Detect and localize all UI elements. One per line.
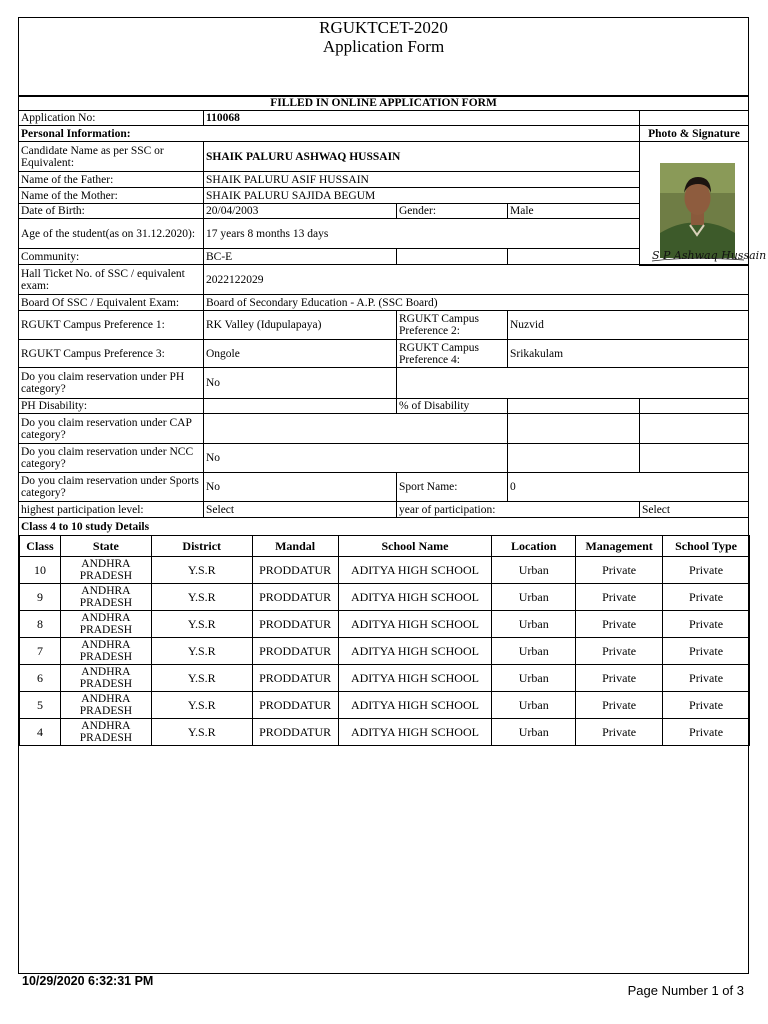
study-cell: Private bbox=[663, 557, 750, 584]
form-subtitle: Application Form bbox=[322, 37, 445, 56]
study-cell: Private bbox=[576, 611, 663, 638]
study-cell: ANDHRA PRADESH bbox=[60, 692, 151, 719]
study-row bbox=[20, 584, 750, 611]
dob-label: Date of Birth: bbox=[18, 203, 204, 219]
empty-cell bbox=[507, 248, 640, 265]
study-cell: PRODDATUR bbox=[252, 557, 338, 584]
study-cell: ADITYA HIGH SCHOOL bbox=[338, 638, 492, 665]
father-value: SHAIK PALURU ASIF HUSSAIN bbox=[203, 171, 640, 188]
study-cell: ADITYA HIGH SCHOOL bbox=[338, 665, 492, 692]
cap-claim-label: Do you claim reservation under CAP category? bbox=[18, 413, 204, 444]
col-header: State bbox=[60, 536, 151, 557]
col-header: School Type bbox=[663, 536, 750, 557]
study-row bbox=[20, 638, 750, 665]
study-cell: Private bbox=[663, 584, 750, 611]
pct-disability-value bbox=[507, 398, 640, 414]
study-cell: PRODDATUR bbox=[252, 638, 338, 665]
sports-claim-value: No bbox=[203, 472, 397, 502]
empty-cell bbox=[639, 398, 749, 414]
col-header: Management bbox=[576, 536, 663, 557]
sports-claim-label: Do you claim reservation under Sports category? bbox=[18, 472, 204, 502]
application-no-value: 110068 bbox=[203, 110, 640, 126]
application-no-label: Application No: bbox=[18, 110, 204, 126]
study-cell: Urban bbox=[492, 584, 576, 611]
ph-claim-value: No bbox=[203, 367, 397, 399]
study-row bbox=[20, 557, 750, 584]
study-cell: Y.S.R bbox=[151, 638, 252, 665]
study-cell: Y.S.R bbox=[151, 557, 252, 584]
study-cell: Y.S.R bbox=[151, 584, 252, 611]
study-cell: Private bbox=[576, 692, 663, 719]
participation-year-label: year of participation: bbox=[396, 501, 640, 518]
pref3-value: Ongole bbox=[203, 339, 397, 368]
study-cell: Private bbox=[576, 638, 663, 665]
col-header: Class bbox=[20, 536, 61, 557]
empty-cell bbox=[639, 413, 749, 444]
empty-cell bbox=[639, 110, 749, 126]
study-cell: Urban bbox=[492, 692, 576, 719]
study-row bbox=[20, 692, 750, 719]
father-label: Name of the Father: bbox=[18, 171, 204, 188]
study-cell: ANDHRA PRADESH bbox=[60, 611, 151, 638]
candidate-name-label: Candidate Name as per SSC or Equivalent: bbox=[18, 141, 204, 172]
mother-label: Name of the Mother: bbox=[18, 187, 204, 204]
participation-level-label: highest participation level: bbox=[18, 501, 204, 518]
study-body bbox=[20, 557, 750, 746]
candidate-name-value: SHAIK PALURU ASHWAQ HUSSAIN bbox=[203, 141, 640, 172]
pref1-label: RGUKT Campus Preference 1: bbox=[18, 310, 204, 340]
study-cell: ANDHRA PRADESH bbox=[60, 638, 151, 665]
ph-disability-label: PH Disability: bbox=[18, 398, 204, 414]
ph-claim-label: Do you claim reservation under PH category? bbox=[18, 367, 204, 399]
study-cell: ADITYA HIGH SCHOOL bbox=[338, 719, 492, 746]
footer-timestamp: 10/29/2020 6:32:31 PM bbox=[22, 974, 154, 988]
study-cell: Urban bbox=[492, 719, 576, 746]
signature-text: S P Ashwaq Hussain bbox=[652, 249, 767, 262]
form-header bbox=[19, 18, 748, 97]
study-row bbox=[20, 611, 750, 638]
study-cell: Private bbox=[663, 692, 750, 719]
gender-value: Male bbox=[507, 203, 640, 219]
gender-label: Gender: bbox=[396, 203, 508, 219]
col-header: School Name bbox=[338, 536, 492, 557]
study-cell: 6 bbox=[20, 665, 61, 692]
study-cell: Private bbox=[663, 638, 750, 665]
study-cell: 10 bbox=[20, 557, 61, 584]
study-cell: ADITYA HIGH SCHOOL bbox=[338, 557, 492, 584]
signature-image bbox=[650, 244, 767, 264]
study-cell: ADITYA HIGH SCHOOL bbox=[338, 692, 492, 719]
study-cell: ANDHRA PRADESH bbox=[60, 557, 151, 584]
dob-value: 20/04/2003 bbox=[203, 203, 397, 219]
pref2-label: RGUKT Campus Preference 2: bbox=[396, 310, 508, 340]
study-cell: Private bbox=[663, 611, 750, 638]
empty-cell bbox=[507, 443, 640, 473]
study-cell: Private bbox=[576, 665, 663, 692]
pref3-label: RGUKT Campus Preference 3: bbox=[18, 339, 204, 368]
study-row bbox=[20, 665, 750, 692]
study-header-row bbox=[20, 536, 750, 557]
sport-name-label: Sport Name: bbox=[396, 472, 508, 502]
sport-name-value: 0 bbox=[507, 472, 749, 502]
study-cell: Urban bbox=[492, 638, 576, 665]
study-cell: ANDHRA PRADESH bbox=[60, 584, 151, 611]
footer-page-number: Page Number 1 of 3 bbox=[627, 983, 744, 998]
study-cell: Y.S.R bbox=[151, 692, 252, 719]
form-title: RGUKTCET-2020 bbox=[319, 18, 448, 37]
personal-info-heading: Personal Information: bbox=[18, 125, 640, 142]
empty-cell bbox=[396, 248, 508, 265]
col-header: District bbox=[151, 536, 252, 557]
study-cell: 7 bbox=[20, 638, 61, 665]
study-cell: Private bbox=[663, 719, 750, 746]
pct-disability-label: % of Disability bbox=[396, 398, 508, 414]
study-cell: ANDHRA PRADESH bbox=[60, 665, 151, 692]
study-cell: 9 bbox=[20, 584, 61, 611]
study-cell: 8 bbox=[20, 611, 61, 638]
ncc-claim-label: Do you claim reservation under NCC category? bbox=[18, 443, 204, 473]
mother-value: SHAIK PALURU SAJIDA BEGUM bbox=[203, 187, 640, 204]
hall-ticket-label: Hall Ticket No. of SSC / equivalent exam: bbox=[18, 264, 204, 295]
pref4-value: Srikakulam bbox=[507, 339, 749, 368]
study-heading: Class 4 to 10 study Details bbox=[18, 517, 749, 536]
age-label: Age of the student(as on 31.12.2020): bbox=[18, 218, 204, 249]
study-cell: PRODDATUR bbox=[252, 719, 338, 746]
study-cell: 5 bbox=[20, 692, 61, 719]
study-cell: Private bbox=[576, 557, 663, 584]
section-title: FILLED IN ONLINE APPLICATION FORM bbox=[18, 95, 749, 111]
study-row bbox=[20, 719, 750, 746]
study-cell: 4 bbox=[20, 719, 61, 746]
study-table bbox=[19, 535, 750, 746]
ph-disability-value bbox=[203, 398, 397, 414]
study-cell: PRODDATUR bbox=[252, 692, 338, 719]
pref2-value: Nuzvid bbox=[507, 310, 749, 340]
signature bbox=[650, 244, 767, 264]
study-cell: Urban bbox=[492, 557, 576, 584]
study-cell: Private bbox=[576, 719, 663, 746]
pref4-label: RGUKT Campus Preference 4: bbox=[396, 339, 508, 368]
form-frame bbox=[18, 17, 767, 974]
study-cell: Y.S.R bbox=[151, 719, 252, 746]
hall-ticket-value: 2022122029 bbox=[203, 264, 749, 295]
photo-heading: Photo & Signature bbox=[639, 125, 749, 142]
community-label: Community: bbox=[18, 248, 204, 265]
cap-claim-value bbox=[203, 413, 508, 444]
empty-cell bbox=[507, 413, 640, 444]
empty-cell bbox=[639, 443, 749, 473]
age-value: 17 years 8 months 13 days bbox=[203, 218, 640, 249]
community-value: BC-E bbox=[203, 248, 397, 265]
empty-cell bbox=[396, 367, 749, 399]
study-cell: PRODDATUR bbox=[252, 611, 338, 638]
ncc-claim-value: No bbox=[203, 443, 508, 473]
pref1-value: RK Valley (Idupulapaya) bbox=[203, 310, 397, 340]
study-cell: PRODDATUR bbox=[252, 665, 338, 692]
study-cell: ADITYA HIGH SCHOOL bbox=[338, 584, 492, 611]
participation-level-value: Select bbox=[203, 501, 397, 518]
study-cell: Urban bbox=[492, 665, 576, 692]
board-value: Board of Secondary Education - A.P. (SSC Board) bbox=[203, 294, 749, 311]
study-cell: ADITYA HIGH SCHOOL bbox=[338, 611, 492, 638]
board-label: Board Of SSC / Equivalent Exam: bbox=[18, 294, 204, 311]
participation-year-value: Select bbox=[639, 501, 749, 518]
study-cell: Urban bbox=[492, 611, 576, 638]
study-cell: Private bbox=[663, 665, 750, 692]
study-cell: PRODDATUR bbox=[252, 584, 338, 611]
study-cell: Y.S.R bbox=[151, 665, 252, 692]
col-header: Location bbox=[492, 536, 576, 557]
study-cell: Y.S.R bbox=[151, 611, 252, 638]
study-cell: ANDHRA PRADESH bbox=[60, 719, 151, 746]
study-cell: Private bbox=[576, 584, 663, 611]
col-header: Mandal bbox=[252, 536, 338, 557]
